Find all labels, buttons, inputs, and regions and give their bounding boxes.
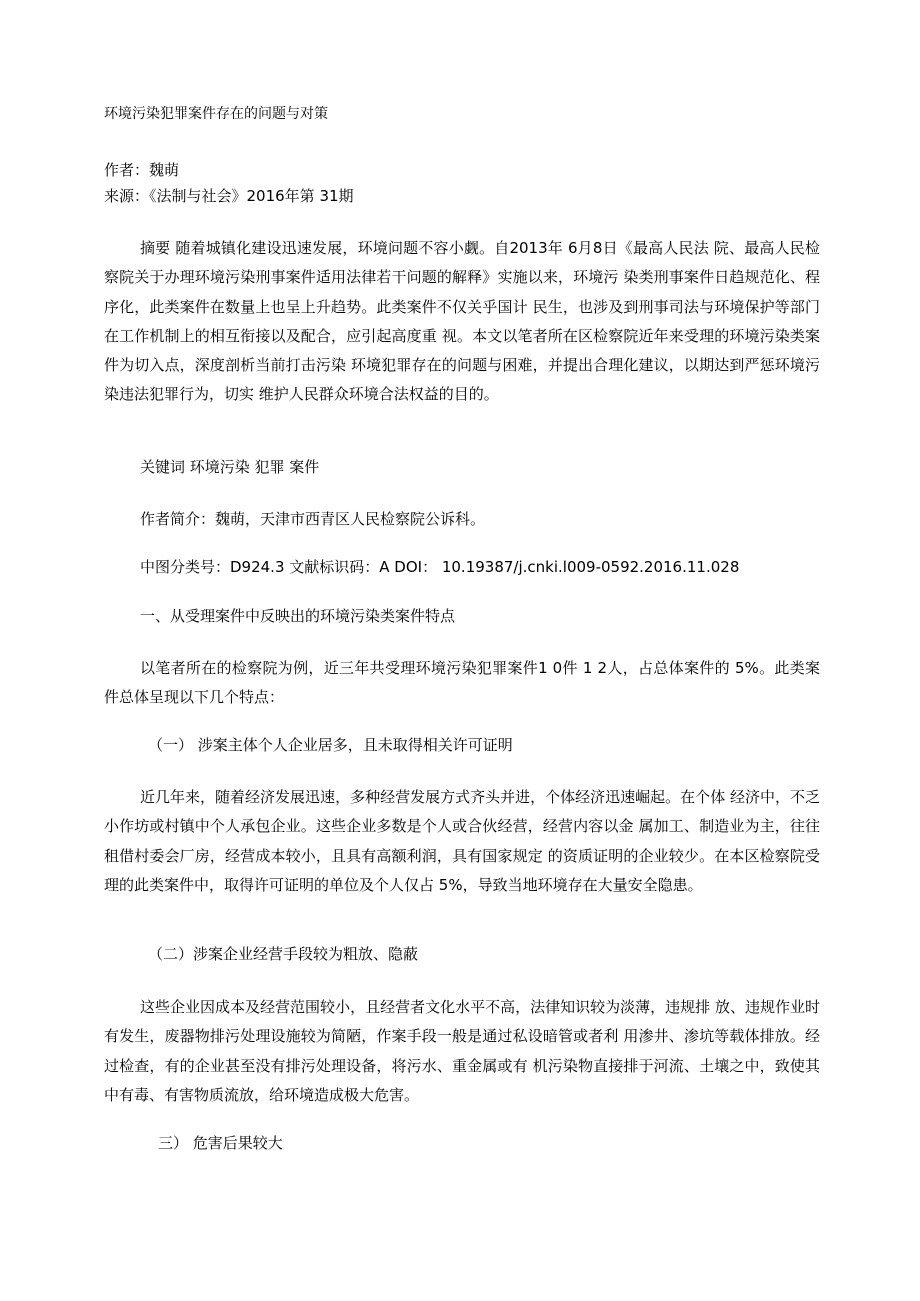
subsection1-heading: （一） 涉案主体个人企业居多，且未取得相关许可证明 bbox=[148, 736, 513, 754]
classification-line: 中图分类号：D924.3 文献标识码：A DOI： 10.19387/j.cnki.l009-0592.2016.11.028 bbox=[140, 558, 740, 576]
author-intro-line: 作者简介：魏萌，天津市西青区人民检察院公诉科。 bbox=[140, 510, 486, 528]
section1-heading: 一、从受理案件中反映出的环境污染类案件特点 bbox=[140, 607, 456, 625]
subsection1-body: 近几年来，随着经济发展迅速，多种经营发展方式齐头并进，个体经济迅速崛起。在个体 经济中，不乏小作坊或村镇中个人承包企业。这些企业多数是个人或合伙经营，经营内容以金 属加工、制造业为主，往往租借村委会厂房，经营成本较小，且具有高额利润，具有国家规定 的资质证明的企业较少。在本区检察院受理的此类案件中，取得许可证明的单位及个人仅占 5%，导致当地环境存在大量安全隐患。 bbox=[104, 788, 820, 894]
subsection2-heading: （二）涉案企业经营手段较为粗放、隐蔽 bbox=[148, 945, 419, 963]
subsection2-body: 这些企业因成本及经营范围较小，且经营者文化水平不高，法律知识较为淡薄，违规排 放、违规作业时有发生，废器物排污处理设施较为简陋，作案手段一般是通过私设暗管或者利 用渗井、渗坑等载体排放。经过检查，有的企业甚至没有排污处理设备，将污水、重金属或有 机污染物直接排于河流、土壤之中，致使其中有毒、有害物质流放，给环境造成极大危害。 bbox=[104, 998, 820, 1104]
author-line: 作者：魏萌 bbox=[104, 161, 180, 179]
source-line: 来源：《法制与社会》2016年第 31期 bbox=[104, 187, 354, 205]
keywords-line: 关键词 环境污染 犯罪 案件 bbox=[140, 458, 320, 476]
abstract-paragraph: 摘要 随着城镇化建设迅速发展，环境问题不容小觑。自2013年 6月8日《最高人民法 院、最高人民检察院关于办理环境污染刑事案件适用法律若干问题的解释》实施以来，环境污 染类刑事案件日趋规范化、程序化，此类案件在数量上也呈上升趋势。此类案件不仅关乎国计 民生，也涉及到刑事司法与环境保护等部门在工作机制上的相互衔接以及配合，应引起高度重 视。本文以笔者所在区检察院近年来受理的环境污染类案件为切入点，深度剖析当前打击污染 环境犯罪存在的问题与困难，并提出合理化建议，以期达到严惩环境污染违法犯罪行为，切实 维护人民群众环境合法权益的目的。 bbox=[104, 239, 820, 404]
subsection3-heading: 三） 危害后果较大 bbox=[158, 1134, 283, 1152]
section1-intro-paragraph: 以笔者所在的检察院为例，近三年共受理环境污染犯罪案件1 0件 1 2人，占总体案件的 5%。此类案件总体呈现以下几个特点： bbox=[104, 659, 820, 707]
document-title: 环境污染犯罪案件存在的问题与对策 bbox=[104, 106, 328, 122]
